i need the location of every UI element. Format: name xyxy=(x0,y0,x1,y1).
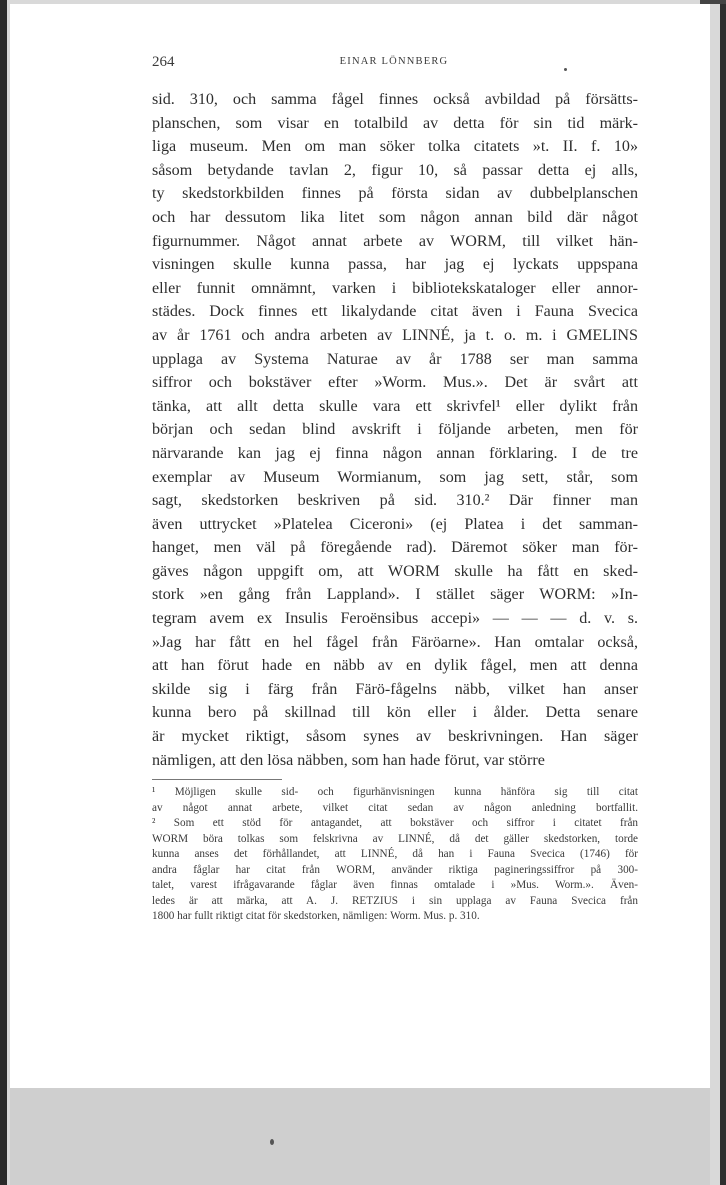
text-line: även uttrycket »Platelea Ciceroni» (ej Platea i det samman- xyxy=(152,515,638,533)
footnote-line: andra fåglar har citat från WORM, använder riktiga pagineringssiffror på 300- xyxy=(152,863,638,876)
scan-border-right xyxy=(720,0,726,1185)
footnote-line: 1800 har fullt riktigt citat för skedstorken, nämligen: Worm. Mus. p. 310. xyxy=(152,910,480,923)
footnote-rule xyxy=(152,779,282,780)
text-line: gäves någon uppgift om, att WORM skulle ha fått en sked- xyxy=(152,562,638,580)
text-line: skilde sig i färg från Färö-fågelns näbb, vilket han anser xyxy=(152,680,638,698)
text-line: siffror och bokstäver efter »Worm. Mus.». Det är svårt att xyxy=(152,374,638,392)
text-line: planschen, som visar en totalbild av detta för sin tid märk- xyxy=(152,114,638,132)
text-line: tänka, att allt detta skulle vara ett skrivfel¹ eller dylikt från xyxy=(152,397,638,415)
text-line: sagt, skedstorken beskriven på sid. 310.² Där finner man xyxy=(152,492,638,510)
running-head: EINAR LÖNNBERG xyxy=(339,56,449,67)
text-line: sid. 310, och samma fågel finnes också avbildad på försätts- xyxy=(152,91,638,108)
text-line: visningen skulle kunna passa, har jag ej lyckats uppspana xyxy=(152,256,638,274)
text-line: stork »en gång från Lappland». I stället säger WORM: »In- xyxy=(152,586,638,604)
text-line: tegram avem ex Insulis Feroënsibus accepi» — — — d. v. s. xyxy=(152,610,638,628)
footnote-line: talet, varest ifrågavarande fåglar även finnas omtalade i »Mus. Worm.». Även- xyxy=(152,879,638,892)
text-line: att han förut hade en näbb av en dylik fågel, men att denna xyxy=(152,657,638,675)
text-line: närvarande kan jag ej finna någon annan förklaring. I de tre xyxy=(152,444,638,462)
text-line: hanget, men väl på föregående rad). Däremot söker man för- xyxy=(152,539,638,557)
scan-speck xyxy=(564,68,567,71)
text-line: kunna bero på skillnad till kön eller i ålder. Detta senare xyxy=(152,704,638,722)
footnotes xyxy=(152,785,638,925)
text-line: liga museum. Men om man söker tolka citatets »t. II. f. 10» xyxy=(152,138,638,156)
scan-border-left xyxy=(0,0,7,1185)
text-line: »Jag har fått en hel fågel från Färöarne». Han omtalar också, xyxy=(152,633,638,651)
text-line: ty skedstorkbilden finnes på första sidan av dubbelplanschen xyxy=(152,185,638,203)
footnote-line: ledes är att märka, att A. J. RETZIUS i sin upplaga av Fauna Svecica från xyxy=(152,894,638,907)
text-line: eller funnit omnämnt, varken i bibliotekskataloger eller annor- xyxy=(152,279,638,297)
text-line: av år 1761 och andra arbeten av LINNÉ, ja t. o. m. i GMELINS xyxy=(152,326,638,344)
text-line: och har dessutom lika litet som någon annan bild där något xyxy=(152,208,638,226)
scan-speck xyxy=(270,1139,274,1145)
text-line: figurnummer. Något annat arbete av WORM, till vilket hän- xyxy=(152,232,638,250)
footnote-line: kunna anses det förhållandet, att LINNÉ, då han i Fauna Svecica (1746) för xyxy=(152,848,638,861)
footnote-line: WORM böra tolkas som felskrivna av LINNÉ, då det gäller skedstorken, torde xyxy=(152,832,638,845)
text-line: exemplar av Museum Wormianum, som jag sett, står, som xyxy=(152,468,638,486)
body-text xyxy=(152,88,638,772)
text-line: är mycket riktigt, såsom synes av beskrivningen. Han säger xyxy=(152,728,638,746)
text-line: nämligen, att den lösa näbben, som han hade förut, var större xyxy=(152,751,545,769)
text-line: upplaga av Systema Naturae av år 1788 ser man samma xyxy=(152,350,638,368)
page-header xyxy=(152,54,636,74)
footnote-line: ² Som ett stöd för antagandet, att bokstäver och siffror i citatet från xyxy=(152,817,638,830)
page-number: 264 xyxy=(152,54,175,70)
text-line: början och sedan blind avskrift i följande arbeten, men för xyxy=(152,421,638,439)
footnote-line: ¹ Möjligen skulle sid- och figurhänvisningen kunna hänföra sig till citat xyxy=(152,786,638,798)
text-line: såsom betydande tavlan 2, figur 10, så passar detta ej alls, xyxy=(152,161,638,179)
text-line: städes. Dock finnes ett likalydande citat även i Fauna Svecica xyxy=(152,303,638,321)
scan-background xyxy=(10,1088,710,1185)
footnote-line: av något annat arbete, vilket citat sedan av någon anledning bortfallit. xyxy=(152,801,638,814)
